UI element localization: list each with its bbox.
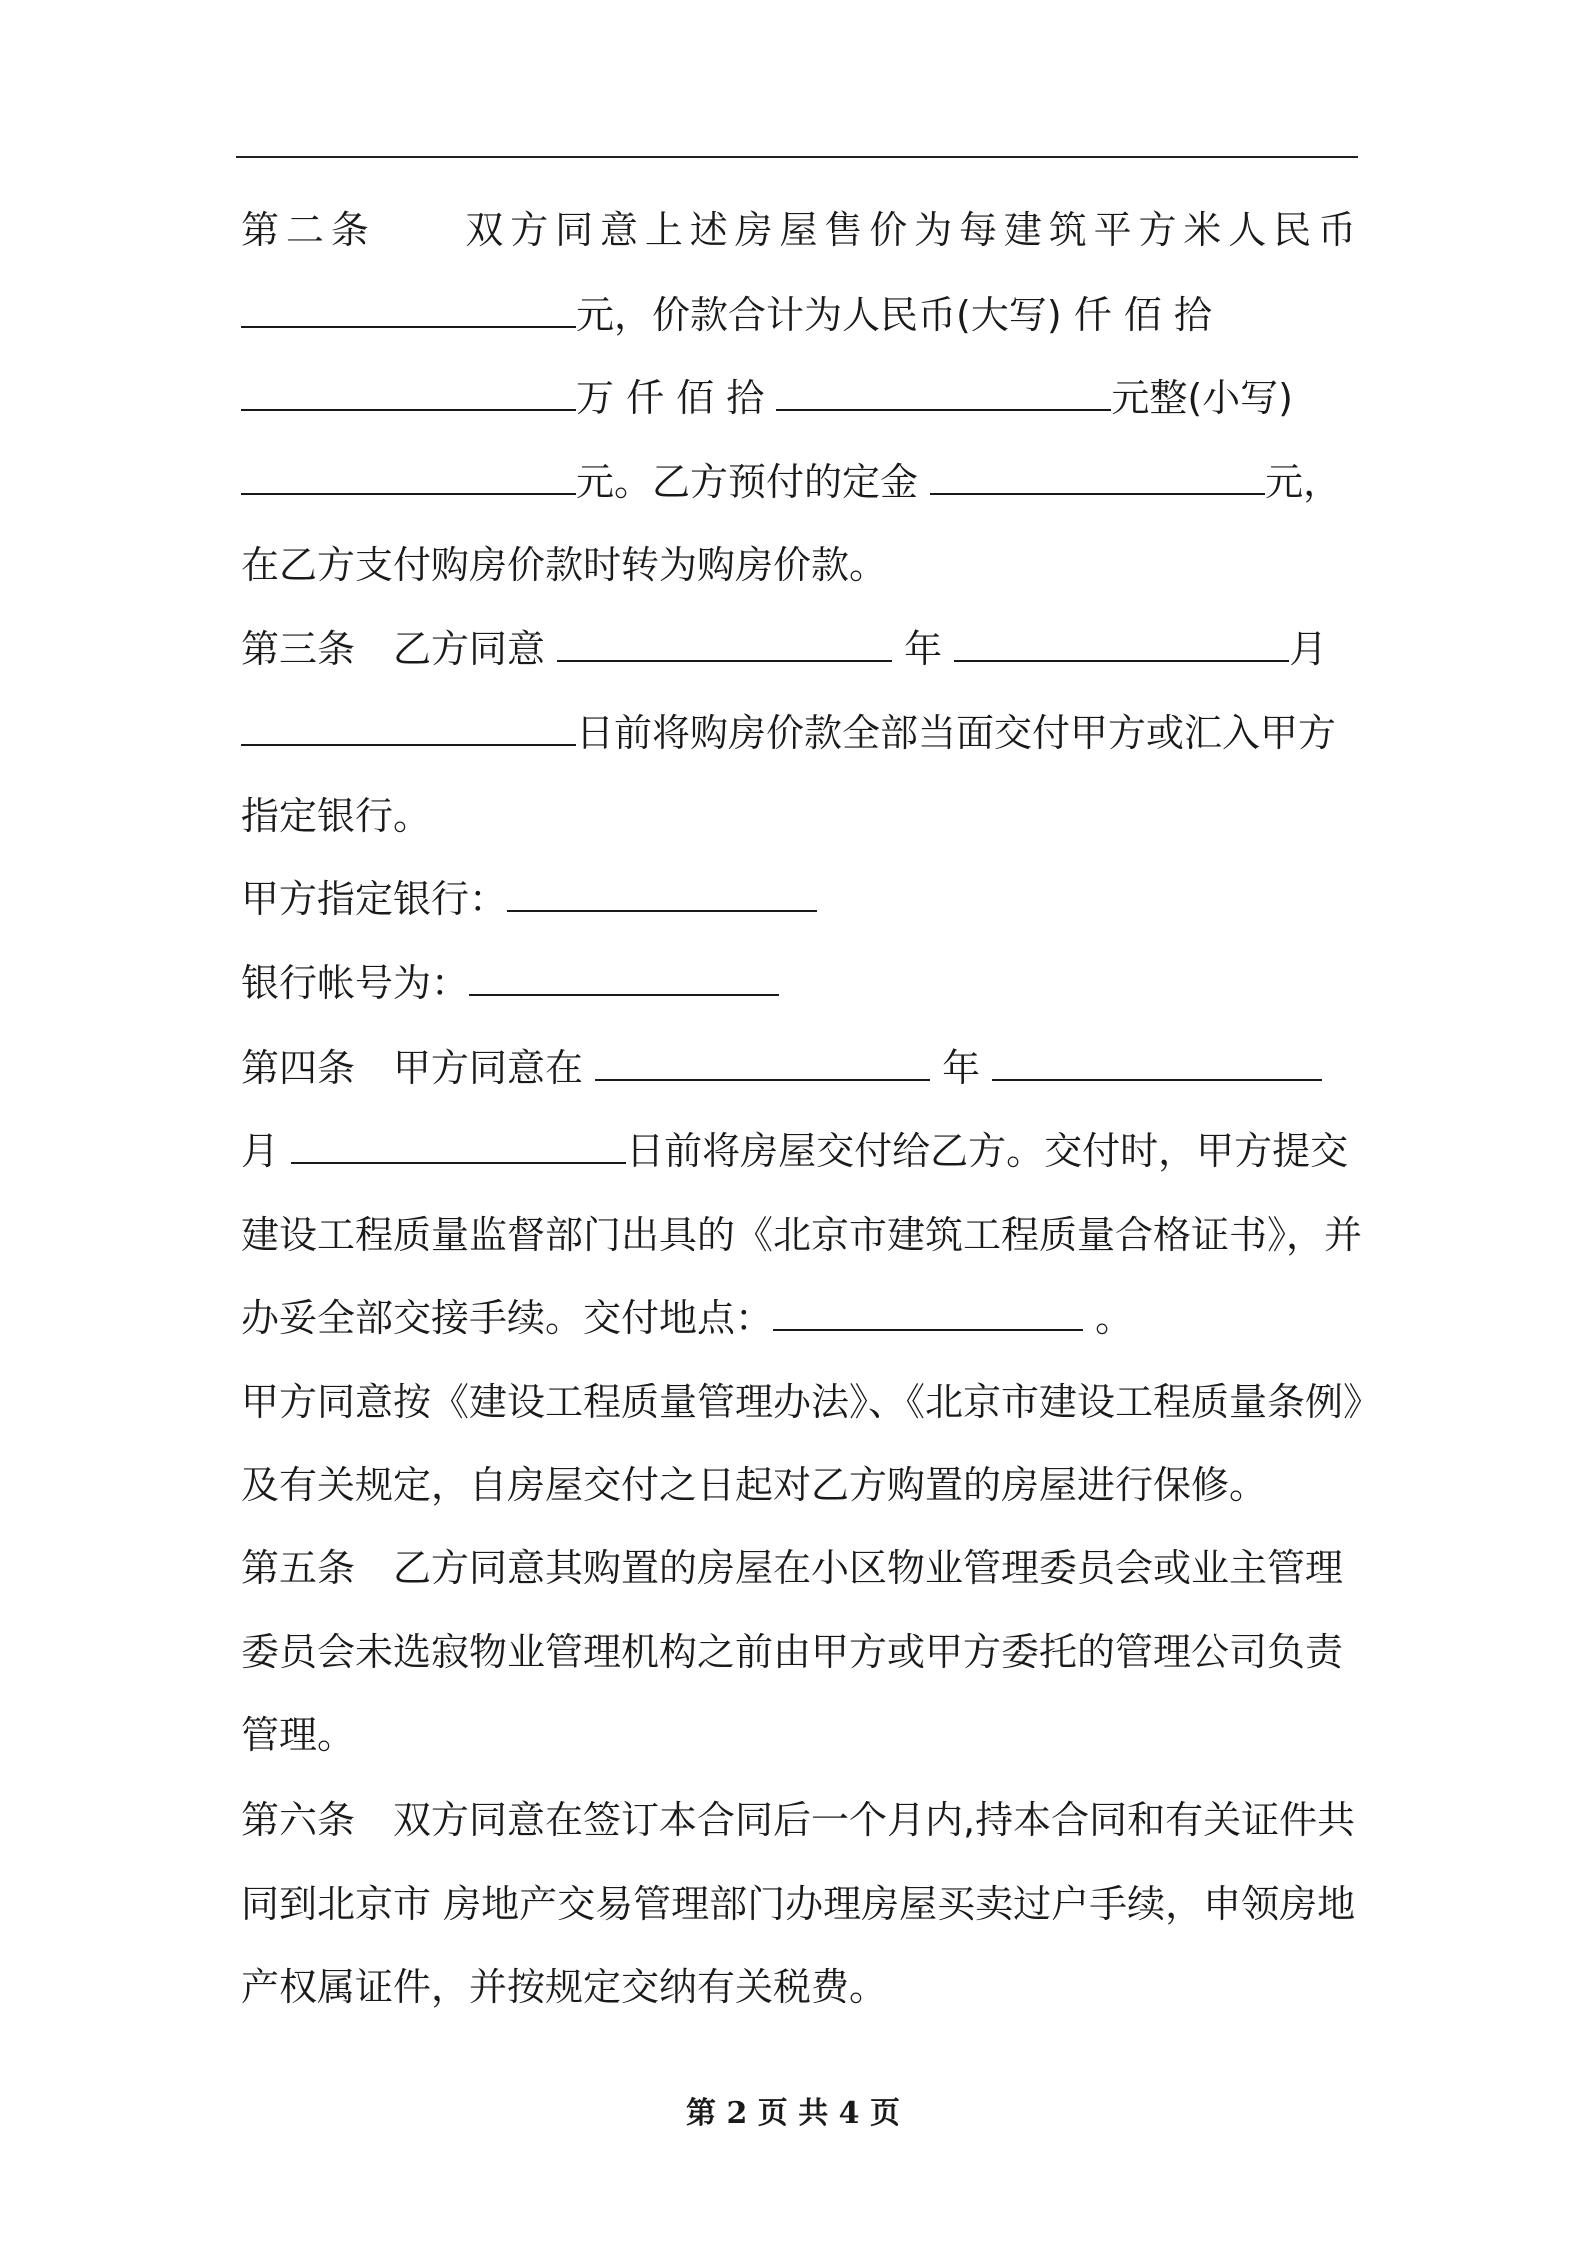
total-price-lower-blank[interactable] xyxy=(241,459,576,495)
article4-text: 日前将房屋交付给乙方。交付时，甲方提交 xyxy=(626,1129,1349,1173)
article4-text: 第四条 甲方同意在 xyxy=(241,1046,596,1090)
account-line xyxy=(241,958,1356,1008)
article2-text: 第二条 双方同意上述房屋售价为每建筑平方米人民币 xyxy=(241,208,1356,252)
article2-line4 xyxy=(241,457,1356,507)
article2-text: 元整(小写) xyxy=(1111,376,1293,420)
article2-line3 xyxy=(241,373,1356,423)
article3-line1 xyxy=(241,624,1356,674)
delivery-month-blank[interactable] xyxy=(992,1045,1322,1081)
article6-line2 xyxy=(241,1879,1356,1929)
article2-line1 xyxy=(241,205,1356,255)
page-footer: 第 2 页 共 4 页 xyxy=(686,2096,900,2131)
bank-blank[interactable] xyxy=(507,876,817,912)
total-price-upper-blank[interactable] xyxy=(241,375,576,411)
account-blank[interactable] xyxy=(469,960,779,996)
article6-line1 xyxy=(241,1795,1356,1845)
article3-text: 第三条 乙方同意 xyxy=(241,627,558,671)
article2-text: 元，价款合计为人民币(大写) 仟 佰 拾 xyxy=(576,293,1212,337)
article3-line3 xyxy=(241,791,1356,841)
article2-text: 元， xyxy=(1265,460,1342,504)
article4-text: 年 xyxy=(930,1046,993,1090)
total-price-yuan-blank[interactable] xyxy=(776,375,1111,411)
header-rule xyxy=(236,156,1358,158)
article5-line1 xyxy=(241,1543,1356,1593)
article6-text: 产权属证件，并按规定交纳有关税费。 xyxy=(241,1965,888,2009)
article4-text: 。 xyxy=(1083,1296,1134,1340)
article4-text: 月 xyxy=(241,1129,292,1173)
delivery-year-blank[interactable] xyxy=(595,1045,930,1081)
article4-line5 xyxy=(241,1377,1382,1427)
payment-month-blank[interactable] xyxy=(954,626,1289,662)
article5-text: 管理。 xyxy=(241,1713,356,1757)
article4-line1 xyxy=(241,1043,1356,1093)
article2-text: 元。乙方预付的定金 xyxy=(576,460,931,504)
article4-text: 甲方同意按《建设工程质量管理办法》、《北京市建设工程质量条例》 xyxy=(241,1380,1382,1424)
article6-text: 第六条 双方同意在签订本合同后一个月内,持本合同和有关证件共 xyxy=(241,1798,1356,1842)
article3-text: 月 xyxy=(1289,627,1328,671)
article6-line3 xyxy=(241,1962,1356,2012)
bank-line xyxy=(241,874,1356,924)
delivery-location-blank[interactable] xyxy=(773,1295,1083,1331)
article2-text: 万 仟 佰 拾 xyxy=(576,376,777,420)
article3-line2 xyxy=(241,708,1356,758)
payment-year-blank[interactable] xyxy=(557,626,892,662)
article3-text: 日前将购房价款全部当面交付甲方或汇入甲方 xyxy=(576,711,1337,755)
article5-text: 委员会未选寂物业管理机构之前由甲方或甲方委托的管理公司负责 xyxy=(241,1630,1344,1674)
article4-line2 xyxy=(241,1126,1356,1176)
delivery-day-blank[interactable] xyxy=(291,1128,626,1164)
article4-line4 xyxy=(241,1293,1356,1343)
article4-text: 建设工程质量监督部门出具的《北京市建筑工程质量合格证书》，并 xyxy=(241,1213,1363,1257)
article4-text: 及有关规定，自房屋交付之日起对乙方购置的房屋进行保修。 xyxy=(241,1463,1268,1507)
article3-text: 年 xyxy=(892,627,955,671)
article5-line3 xyxy=(241,1710,1356,1760)
article3-text: 指定银行。 xyxy=(241,794,432,838)
article5-text: 第五条 乙方同意其购置的房屋在小区物业管理委员会或业主管理 xyxy=(241,1546,1344,1590)
article2-line2 xyxy=(241,290,1356,340)
article5-line2 xyxy=(241,1627,1356,1677)
article4-line6 xyxy=(241,1460,1356,1510)
article4-text: 办妥全部交接手续。交付地点： xyxy=(241,1296,774,1340)
article4-line3 xyxy=(241,1210,1363,1260)
bank-label: 甲方指定银行： xyxy=(241,877,508,921)
article2-line5 xyxy=(241,540,1356,590)
price-per-sqm-blank[interactable] xyxy=(241,292,576,328)
payment-day-blank[interactable] xyxy=(241,710,576,746)
article6-text: 同到北京市 房地产交易管理部门办理房屋买卖过户手续，申领房地 xyxy=(241,1882,1356,1926)
account-label: 银行帐号为： xyxy=(241,961,470,1005)
article2-text: 在乙方支付购房价款时转为购房价款。 xyxy=(241,543,888,587)
deposit-blank[interactable] xyxy=(930,459,1265,495)
